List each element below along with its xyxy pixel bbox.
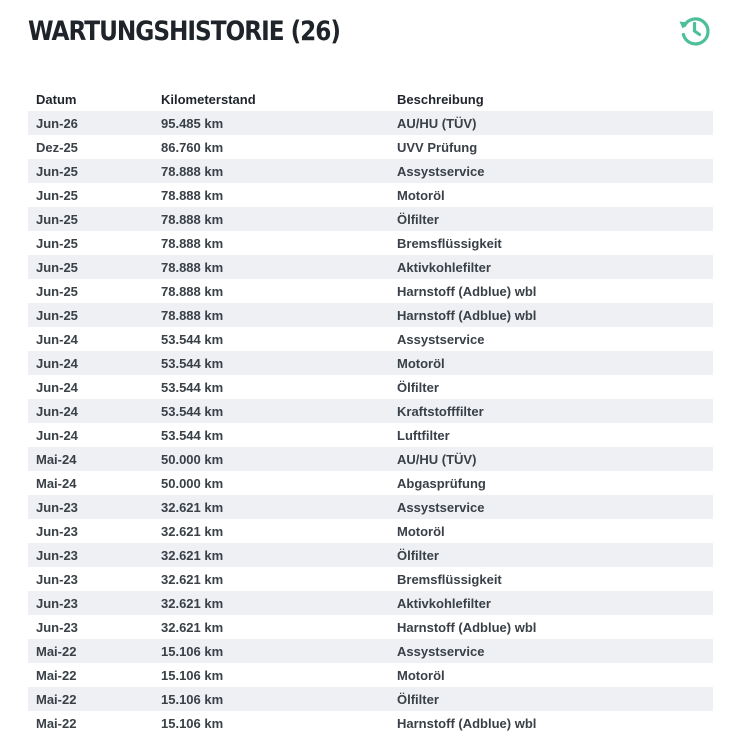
cell-description: Harnstoff (Adblue) wbl <box>389 615 713 639</box>
cell-date: Jun-25 <box>28 279 153 303</box>
cell-date: Jun-23 <box>28 615 153 639</box>
table-row <box>28 423 713 447</box>
table-row <box>28 255 713 279</box>
cell-description: Luftfilter <box>389 423 713 447</box>
cell-description: Harnstoff (Adblue) wbl <box>389 279 713 303</box>
cell-date: Jun-23 <box>28 519 153 543</box>
cell-description: Kraftstofffilter <box>389 399 713 423</box>
table-row <box>28 567 713 591</box>
cell-mileage: 15.106 km <box>153 663 389 687</box>
table-row <box>28 399 713 423</box>
table-row <box>28 687 713 711</box>
cell-date: Jun-24 <box>28 351 153 375</box>
cell-date: Jun-25 <box>28 183 153 207</box>
cell-description: UVV Prüfung <box>389 135 713 159</box>
page-title: WARTUNGSHISTORIE (26) <box>28 16 340 47</box>
cell-mileage: 32.621 km <box>153 543 389 567</box>
cell-description: AU/HU (TÜV) <box>389 447 713 471</box>
cell-description: Harnstoff (Adblue) wbl <box>389 303 713 327</box>
table-row <box>28 279 713 303</box>
column-header-mileage: Kilometerstand <box>161 92 256 107</box>
cell-mileage: 78.888 km <box>153 303 389 327</box>
cell-mileage: 78.888 km <box>153 279 389 303</box>
cell-date: Mai-22 <box>28 639 153 663</box>
cell-description: Ölfilter <box>389 543 713 567</box>
table-row <box>28 711 713 735</box>
table-body <box>28 111 713 735</box>
cell-mileage: 78.888 km <box>153 231 389 255</box>
cell-description: Ölfilter <box>389 687 713 711</box>
cell-date: Jun-25 <box>28 255 153 279</box>
cell-description: Motoröl <box>389 519 713 543</box>
cell-mileage: 15.106 km <box>153 639 389 663</box>
cell-date: Jun-23 <box>28 591 153 615</box>
cell-description: Bremsflüssigkeit <box>389 567 713 591</box>
cell-mileage: 32.621 km <box>153 519 389 543</box>
table-row <box>28 111 713 135</box>
cell-description: Ölfilter <box>389 207 713 231</box>
cell-mileage: 32.621 km <box>153 567 389 591</box>
cell-description: Motoröl <box>389 663 713 687</box>
maintenance-history-table <box>28 88 713 735</box>
table-header-row <box>28 88 713 111</box>
cell-date: Jun-24 <box>28 423 153 447</box>
cell-mileage: 53.544 km <box>153 423 389 447</box>
cell-mileage: 50.000 km <box>153 447 389 471</box>
cell-mileage: 15.106 km <box>153 687 389 711</box>
cell-date: Jun-23 <box>28 495 153 519</box>
cell-description: AU/HU (TÜV) <box>389 111 713 135</box>
cell-description: Assystservice <box>389 495 713 519</box>
table-row <box>28 591 713 615</box>
cell-mileage: 53.544 km <box>153 375 389 399</box>
cell-description: Aktivkohlefilter <box>389 255 713 279</box>
table-row <box>28 327 713 351</box>
cell-mileage: 86.760 km <box>153 135 389 159</box>
history-icon-graphic <box>676 12 712 48</box>
table-row <box>28 183 713 207</box>
cell-description: Motoröl <box>389 351 713 375</box>
page-header <box>28 14 712 54</box>
table-row <box>28 615 713 639</box>
cell-date: Jun-24 <box>28 327 153 351</box>
cell-mileage: 78.888 km <box>153 207 389 231</box>
cell-date: Dez-25 <box>28 135 153 159</box>
table-row <box>28 519 713 543</box>
cell-date: Jun-26 <box>28 111 153 135</box>
table-row <box>28 447 713 471</box>
cell-date: Jun-23 <box>28 567 153 591</box>
column-header-description: Beschreibung <box>397 92 484 107</box>
cell-description: Motoröl <box>389 183 713 207</box>
cell-mileage: 78.888 km <box>153 255 389 279</box>
cell-mileage: 32.621 km <box>153 591 389 615</box>
cell-mileage: 53.544 km <box>153 399 389 423</box>
cell-description: Assystservice <box>389 159 713 183</box>
cell-description: Aktivkohlefilter <box>389 591 713 615</box>
cell-mileage: 95.485 km <box>153 111 389 135</box>
table-row <box>28 135 713 159</box>
cell-date: Jun-24 <box>28 375 153 399</box>
table-row <box>28 231 713 255</box>
cell-date: Jun-25 <box>28 207 153 231</box>
cell-mileage: 78.888 km <box>153 183 389 207</box>
cell-date: Mai-22 <box>28 663 153 687</box>
table-row <box>28 159 713 183</box>
cell-date: Jun-25 <box>28 159 153 183</box>
cell-description: Assystservice <box>389 639 713 663</box>
table-row <box>28 639 713 663</box>
table-row <box>28 663 713 687</box>
cell-date: Mai-22 <box>28 687 153 711</box>
table-row <box>28 495 713 519</box>
table-row <box>28 543 713 567</box>
cell-date: Jun-24 <box>28 399 153 423</box>
cell-mileage: 50.000 km <box>153 471 389 495</box>
cell-mileage: 15.106 km <box>153 711 389 735</box>
column-header-date: Datum <box>36 92 77 107</box>
cell-description: Ölfilter <box>389 375 713 399</box>
cell-date: Jun-23 <box>28 543 153 567</box>
cell-date: Mai-22 <box>28 711 153 735</box>
cell-mileage: 32.621 km <box>153 615 389 639</box>
cell-description: Assystservice <box>389 327 713 351</box>
table-row <box>28 207 713 231</box>
cell-date: Mai-24 <box>28 471 153 495</box>
cell-description: Bremsflüssigkeit <box>389 231 713 255</box>
table-row <box>28 375 713 399</box>
cell-mileage: 53.544 km <box>153 327 389 351</box>
cell-date: Jun-25 <box>28 231 153 255</box>
table-row <box>28 303 713 327</box>
cell-mileage: 78.888 km <box>153 159 389 183</box>
cell-mileage: 53.544 km <box>153 351 389 375</box>
cell-date: Jun-25 <box>28 303 153 327</box>
cell-mileage: 32.621 km <box>153 495 389 519</box>
table-row <box>28 471 713 495</box>
table-row <box>28 351 713 375</box>
cell-description: Abgasprüfung <box>389 471 713 495</box>
history-icon[interactable] <box>676 12 712 48</box>
cell-date: Mai-24 <box>28 447 153 471</box>
cell-description: Harnstoff (Adblue) wbl <box>389 711 713 735</box>
